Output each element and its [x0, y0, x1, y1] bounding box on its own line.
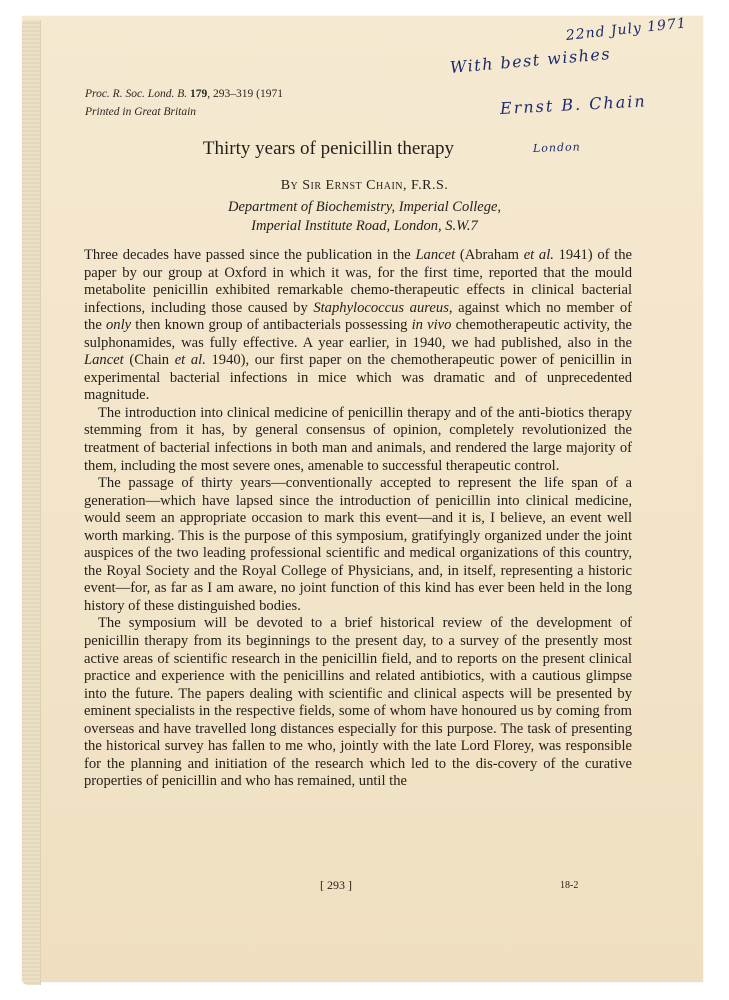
journal-citation: [85, 85, 283, 103]
handwritten-signature: Ernst B. Chain: [499, 91, 648, 118]
paragraph-text: 1941) of the paper by our group at Oxford in which it was, for the first time, reported that the mould metabolite penicillin exhibited remarkable chemo-therapeutic effects in clinical bacterial infections, including those caused by: [84, 247, 632, 316]
paragraph-text: 1940), our first paper on the chemotherapeutic power of penicillin in experimental bacterial infections in mice which was dramatic and of unprecedented magnitude.: [84, 352, 632, 404]
body-paragraph: [84, 615, 632, 790]
article-body: [84, 247, 632, 791]
journal-ref-suffix: , 293–319 (1971: [207, 88, 283, 100]
paragraph-text: (Chain: [123, 352, 175, 369]
italic-text: only: [106, 317, 132, 334]
affiliation-line-2: Imperial Institute Road, London, S.W.7: [251, 218, 478, 234]
inscription-place: London: [532, 140, 581, 155]
page-number: [ 293 ]: [320, 878, 352, 892]
author-byline: By Sir Ernst Chain, F.R.S.: [280, 178, 449, 193]
body-paragraph: [84, 475, 632, 615]
paragraph-text: The introduction into clinical medicine of penicillin therapy and of the anti-biotics therapy stemming from it has, by general consensus of opinion, completely revolutionized the treatment of bacterial infections in both man and animals, and rendered the large majority of them, including the most severe ones, amenable to successful therapeutic control.: [84, 404, 632, 474]
printed-in: Printed in Great Britain: [85, 106, 197, 118]
paragraph-text: , against which no member of the: [84, 299, 632, 334]
paragraph-text: The passage of thirty years—conventionally accepted to represent the life span of a generation—which have lapsed since the introduction of penicillin into clinical medicine, would seem an appropriate occasion to mark this event—and it is, I believe, an event well worth marking. This is the purpose of this symposium, gratifyingly organized under the joint auspices of the two leading professional scientific and medical organizations of this country, the Royal Society and the Royal College of Physicians, and, in itself, representing a historic event—for, as far as I am aware, no joint function of this kind has ever been held in the long history of these distinguished bodies.: [84, 475, 632, 614]
paragraph-text: (Abraham: [455, 247, 524, 263]
italic-text: Staphylococcus aureus: [313, 299, 449, 316]
journal-reference-block: [85, 85, 283, 121]
author-affiliation: [0, 198, 729, 236]
inscription-message: With best wishes: [449, 43, 612, 77]
paragraph-text: The symposium will be devoted to a brief historical review of the development of penicillin therapy from its beginnings to the present day, to a survey of the presently most active areas of scientific research in the penicillin field, and to reports on the present clinical practice and experience with the penicillins and related antibiotics, with a cautious glimpse into the future. The papers dealing with scientific and clinical aspects will be presented by eminent specialists in the respective fields, some of whom have honoured us by coming from overseas and have travelled long distances especially for this purpose. The task of presenting the historical survey has fallen to me who, jointly with the late Lord Florey, was responsible for the planning and initiation of the research which led to the dis-covery of the curative properties of penicillin and who has remained, until the: [84, 615, 632, 790]
paragraph-text: chemotherapeutic activity, the sulphonamides, was fully effective. A year earlier, in 1940, we had published, also in the: [84, 317, 633, 351]
italic-text: in vivo: [411, 317, 452, 334]
affiliation-line-1: Department of Biochemistry, Imperial College,: [227, 199, 502, 215]
journal-volume: 179: [189, 88, 208, 100]
paragraph-text: then known group of antibacterials possessing: [131, 317, 412, 334]
body-paragraph: [84, 405, 632, 475]
journal-ref-prefix: Proc. R. Soc. Lond. B.: [85, 88, 190, 100]
italic-text: Lancet: [415, 247, 456, 263]
italic-text: et al.: [174, 352, 206, 369]
inscription-date: 22nd July 1971: [565, 15, 688, 44]
paragraph-text: Three decades have passed since the publication in the: [84, 247, 416, 263]
signature-mark: 18-2: [560, 880, 579, 891]
italic-text: et al.: [523, 247, 554, 263]
body-paragraph: [84, 247, 632, 405]
binding-strip: [22, 20, 41, 985]
italic-text: Lancet: [84, 352, 124, 369]
article-title: Thirty years of penicillin therapy: [202, 138, 455, 159]
